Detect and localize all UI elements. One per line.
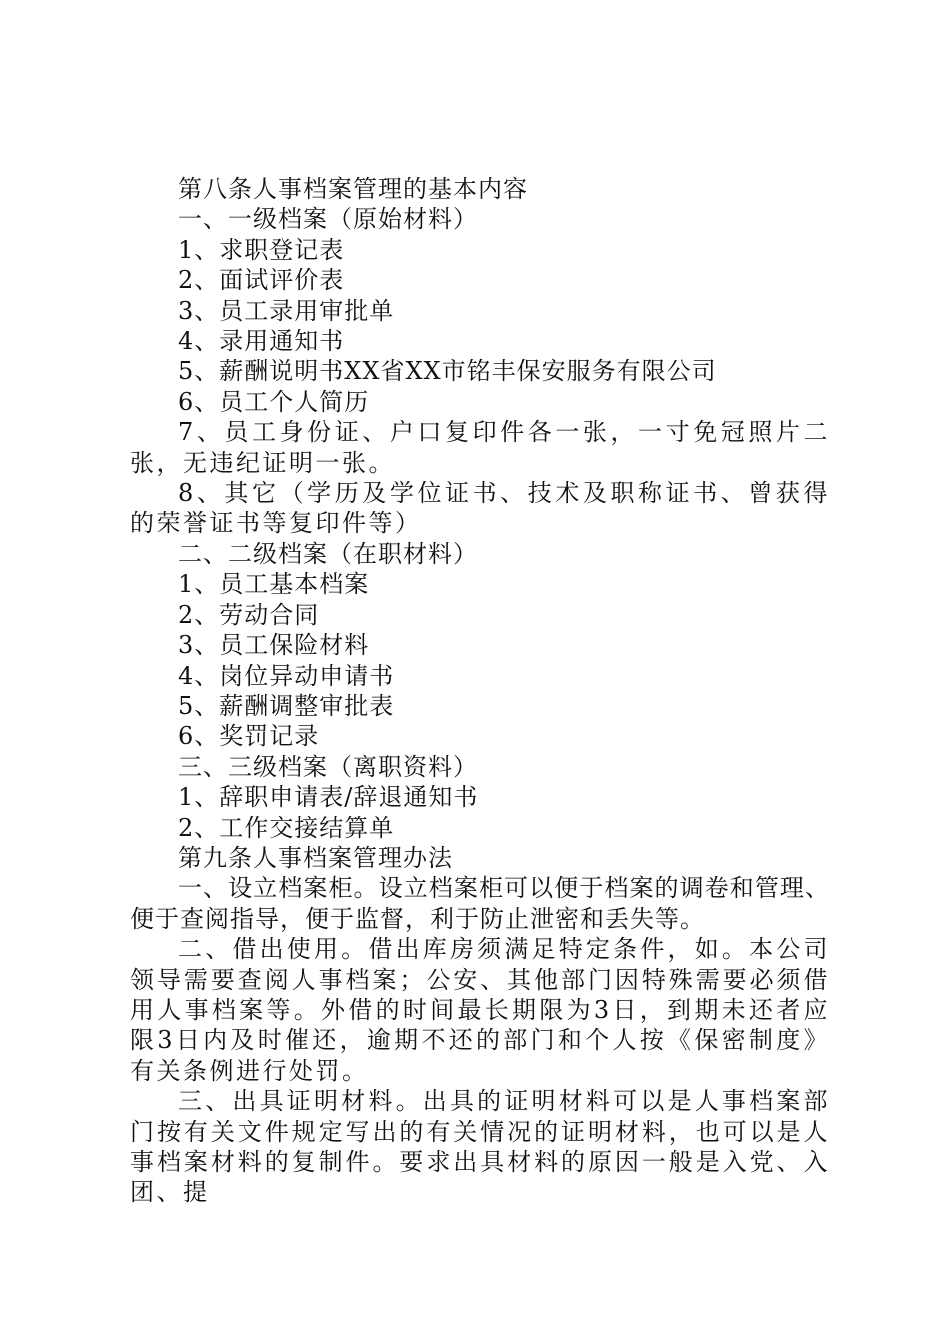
list-item: 6、奖罚记录 (178, 722, 320, 751)
list-item: 1、辞职申请表/辞退通知书 (178, 783, 479, 812)
list-item: 3、员工保险材料 (178, 631, 370, 660)
list-item: 2、工作交接结算单 (178, 813, 395, 842)
list-item: 3、员工录用审批单 (178, 296, 395, 325)
body-paragraph: 二、借出使用。借出库房须满足特定条件，如。本公司领导需要查阅人事档案；公安、其他部门因特殊需要必须借用人事档案等。外借的时间最长期限为3日，到期未还者应限3日内及时催还，逾期不还的部门和个人按《保密制度》有关条例进行处罚。 (130, 935, 830, 1085)
section-heading-article-8: 第八条人事档案管理的基本内容 (178, 175, 528, 203)
list-item: 7、员工身份证、户口复印件各一张，一寸免冠照片二张，无违纪证明一张。 (130, 418, 830, 477)
list-item: 6、员工个人简历 (178, 387, 370, 416)
body-paragraph: 三、出具证明材料。出具的证明材料可以是人事档案部门按有关文件规定写出的有关情况的证明材料，也可以是人事档案材料的复制件。要求出具材料的原因一般是入党、入团、提 (130, 1087, 830, 1207)
list-item: 8、其它（学历及学位证书、技术及职称证书、曾获得的荣誉证书等复印件等） (130, 479, 830, 538)
body-paragraph: 一、设立档案柜。设立档案柜可以便于档案的调卷和管理、便于查阅指导，便于监督，利于防止泄密和丢失等。 (130, 874, 830, 933)
subheading-level-3-archive: 三、三级档案（离职资料） (178, 752, 478, 781)
list-item: 5、薪酬说明书XX省XX市铭丰保安服务有限公司 (178, 357, 717, 386)
list-item: 1、求职登记表 (178, 235, 345, 264)
subheading-level-1-archive: 一、一级档案（原始材料） (178, 205, 478, 234)
list-item: 4、录用通知书 (178, 327, 345, 356)
subheading-level-2-archive: 二、二级档案（在职材料） (178, 539, 478, 568)
list-item: 4、岗位异动申请书 (178, 661, 395, 690)
list-item: 1、员工基本档案 (178, 570, 370, 599)
document-body (130, 174, 830, 1208)
list-item: 5、薪酬调整审批表 (178, 691, 395, 720)
section-heading-article-9: 第九条人事档案管理办法 (178, 843, 453, 872)
list-item: 2、劳动合同 (178, 600, 320, 629)
list-item: 2、面试评价表 (178, 266, 345, 295)
